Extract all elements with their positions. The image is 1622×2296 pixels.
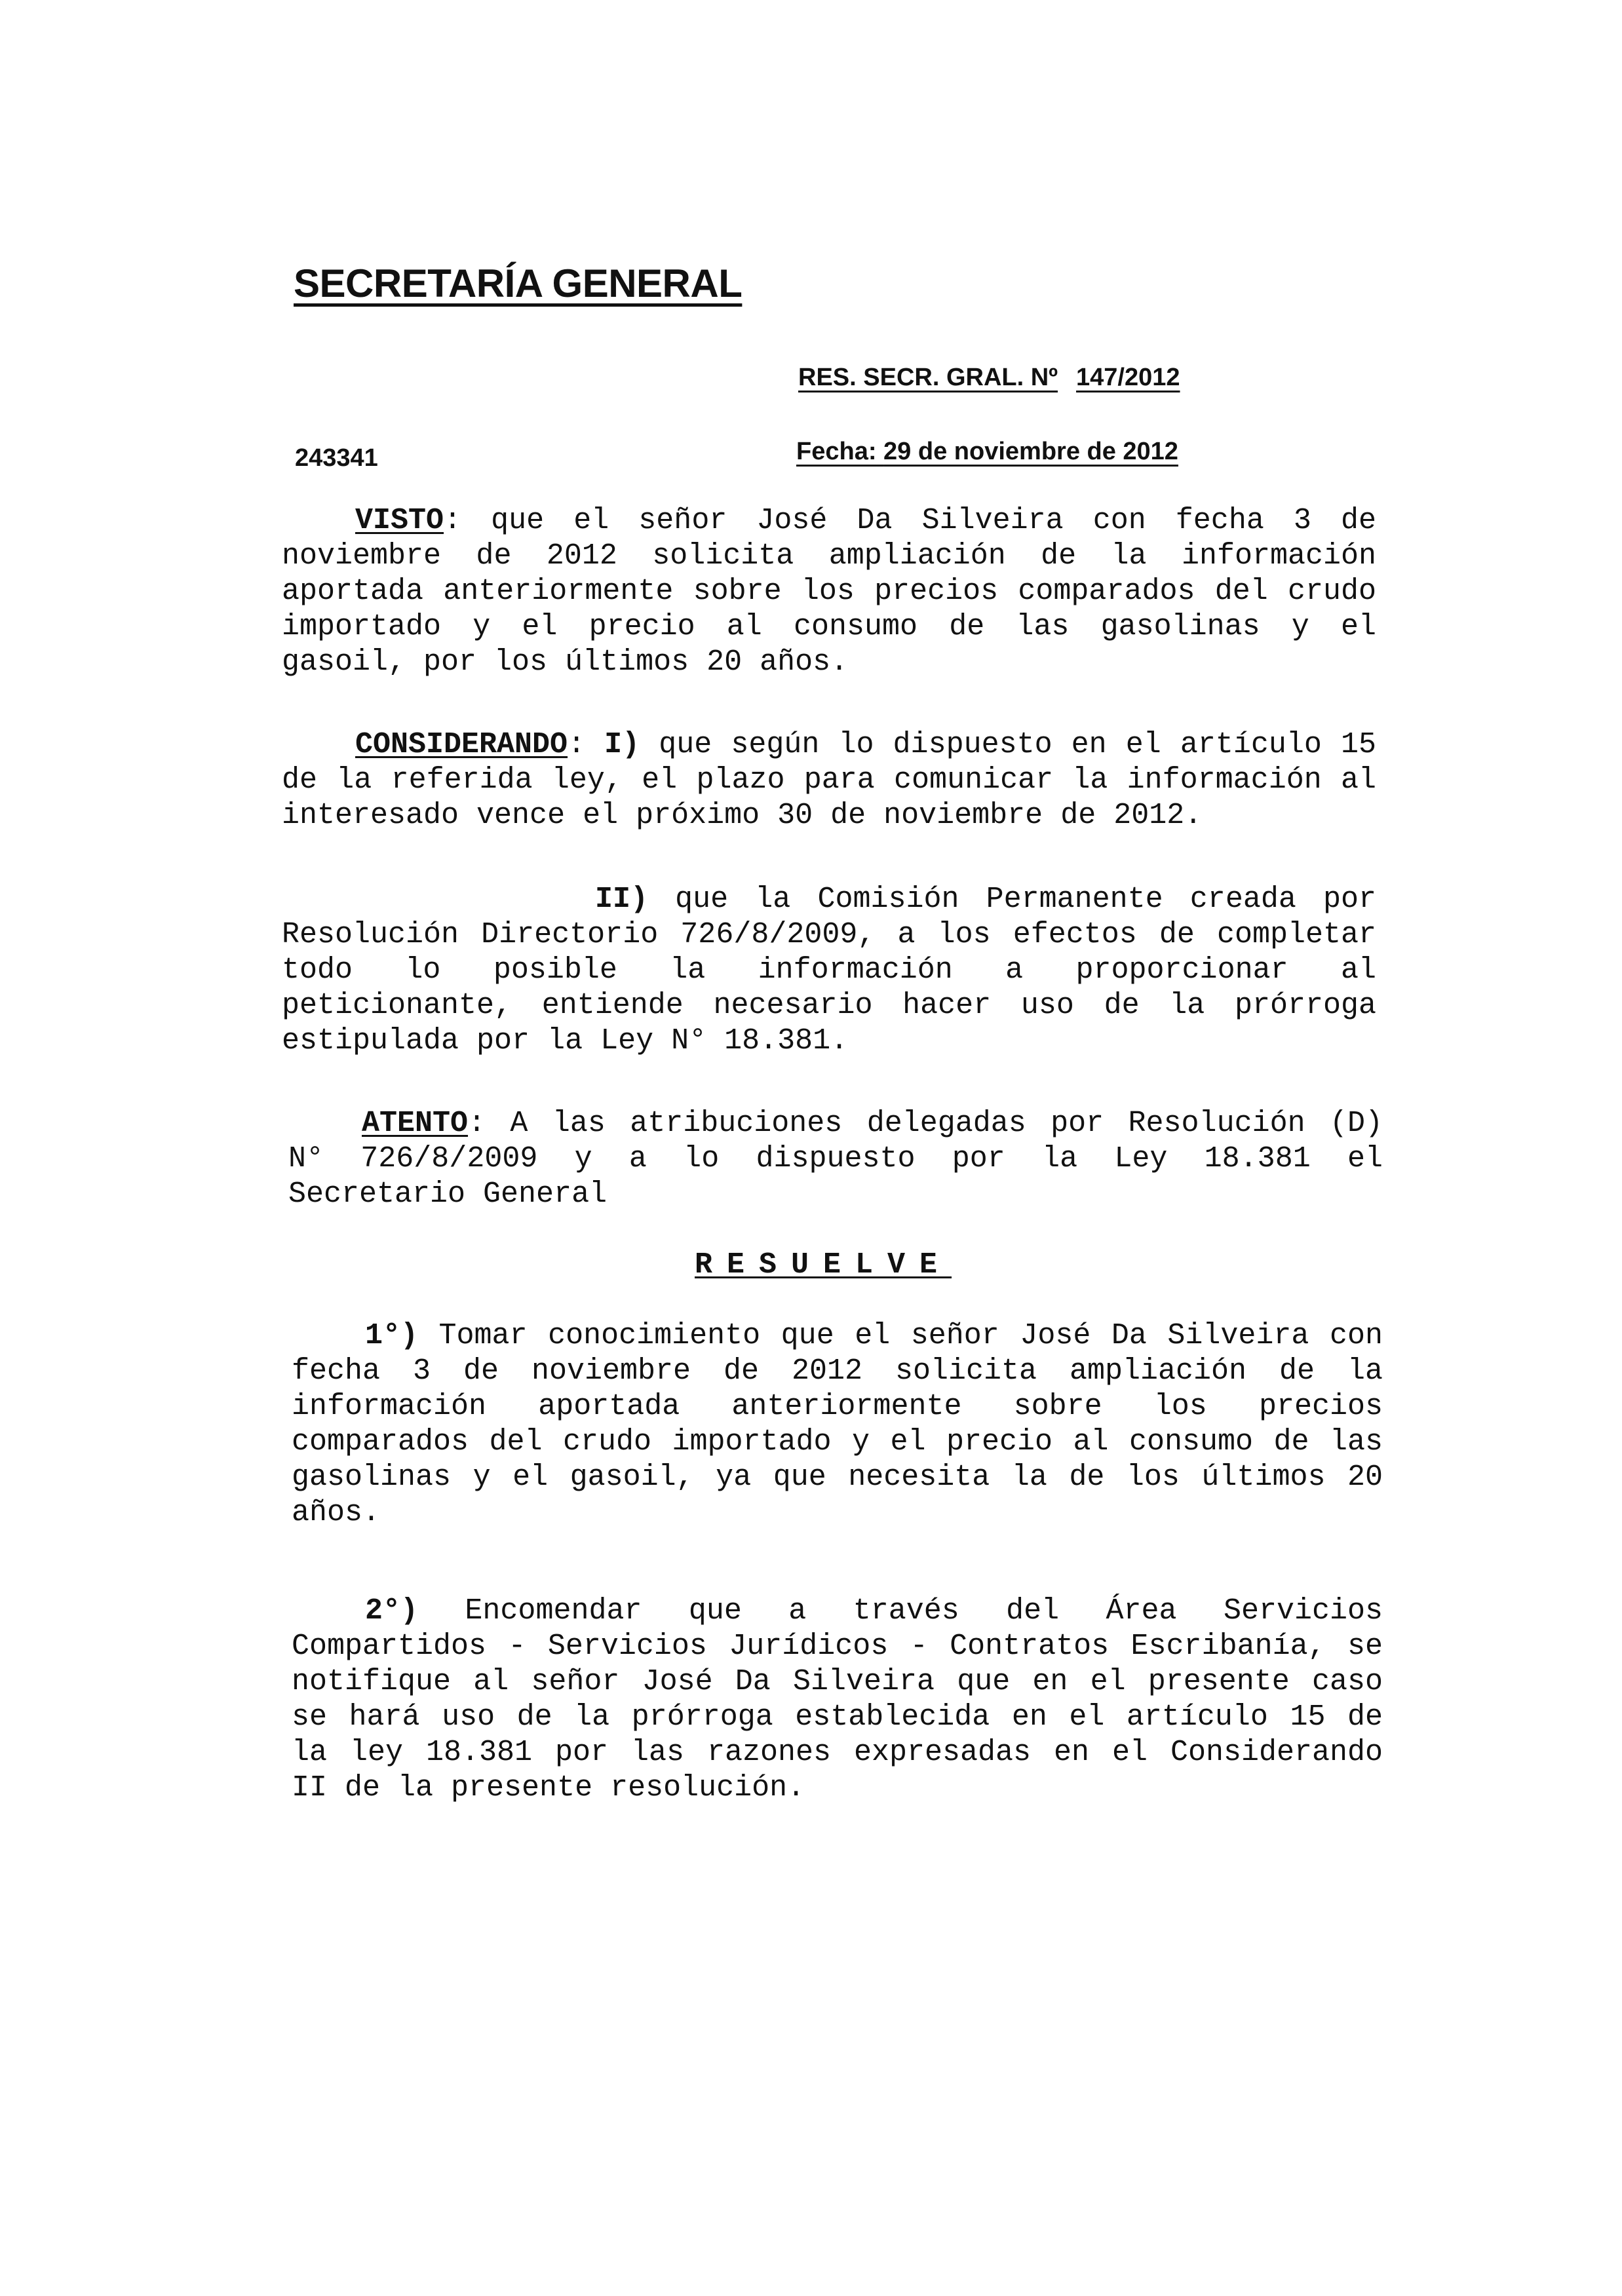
resuelve-item-2-marker: 2°) — [365, 1594, 419, 1628]
visto-keyword: VISTO — [355, 504, 444, 537]
atento-paragraph — [288, 1106, 1383, 1212]
resuelve-heading: RESUELVE — [695, 1248, 952, 1282]
atento-keyword: ATENTO — [362, 1107, 469, 1140]
visto-paragraph — [282, 503, 1376, 680]
department-title: SECRETARÍA GENERAL — [294, 261, 743, 305]
resolution-label: RES. SECR. GRAL. Nº — [798, 364, 1058, 391]
considerando-keyword: CONSIDERANDO — [355, 728, 568, 761]
considerando-paragraph: CONSIDERANDO: I) que según lo dispuesto en el artículo 15 de la referida ley, el plazo para comunicar la información al interesado vence el próximo 30 de noviembre de 2012. — [282, 728, 1376, 832]
resolution-date — [796, 438, 1178, 466]
document-id: 243341 — [295, 444, 378, 472]
considerando-item1-text: que según lo dispuesto en el artículo 15 de la referida ley, el plazo para comunicar la información al interesado vence el próximo 30 de noviembre de 2012. — [282, 728, 1376, 832]
considerando-item2-text: que la Comisión Permanente creada por Resolución Directorio 726/8/2009, a los efectos de completar todo lo posible la información a proporcionar al peticionante, entiende necesario hacer uso de la prórroga estipulada por la Ley N° 18.381. — [282, 883, 1376, 1058]
date-value: 29 de noviembre de 2012 — [883, 438, 1178, 465]
considerando-item2-paragraph — [282, 882, 1376, 1059]
considerando-item1-marker: I) — [604, 728, 640, 761]
resuelve-item-1-marker: 1°) — [365, 1319, 419, 1352]
visto-text: : que el señor José Da Silveira con fecha 3 de noviembre de 2012 solicita ampliación de la información aportada anteriormente sobre los precios comparados del crudo importado y el precio al consumo de las gasolinas y el gasoil, por los últimos 20 años. — [282, 504, 1376, 679]
date-label: Fecha: — [796, 438, 877, 465]
resuelve-item-1-text: Tomar conocimiento que el señor José Da Silveira con fecha 3 de noviembre de 2012 solicita ampliación de la información aportada anteriormente sobre los precios comparados del crudo importado y el precio al consumo de las gasolinas y el gasoil, ya que necesita la de los últimos 20 años. — [292, 1319, 1383, 1529]
resuelve-item-1 — [292, 1318, 1383, 1531]
resolution-number — [798, 364, 1180, 392]
considerando-item2-marker: II) — [595, 883, 649, 916]
resuelve-item-2-text: Encomendar que a través del Área Servicios Compartidos - Servicios Jurídicos - Contratos Escribanía, se notifique al señor José Da Silveira que en el presente caso se hará uso de la prórroga establecida en el artículo 15 de la ley 18.381 por las razones expresadas en el Considerando II de la presente resolución. — [292, 1594, 1383, 1805]
atento-text: : A las atribuciones delegadas por Resolución (D) N° 726/8/2009 y a lo dispuesto por la Ley 18.381 el Secretario General — [288, 1107, 1383, 1211]
resolution-number-value: 147/2012 — [1076, 364, 1180, 391]
resuelve-item-2 — [292, 1594, 1383, 1806]
